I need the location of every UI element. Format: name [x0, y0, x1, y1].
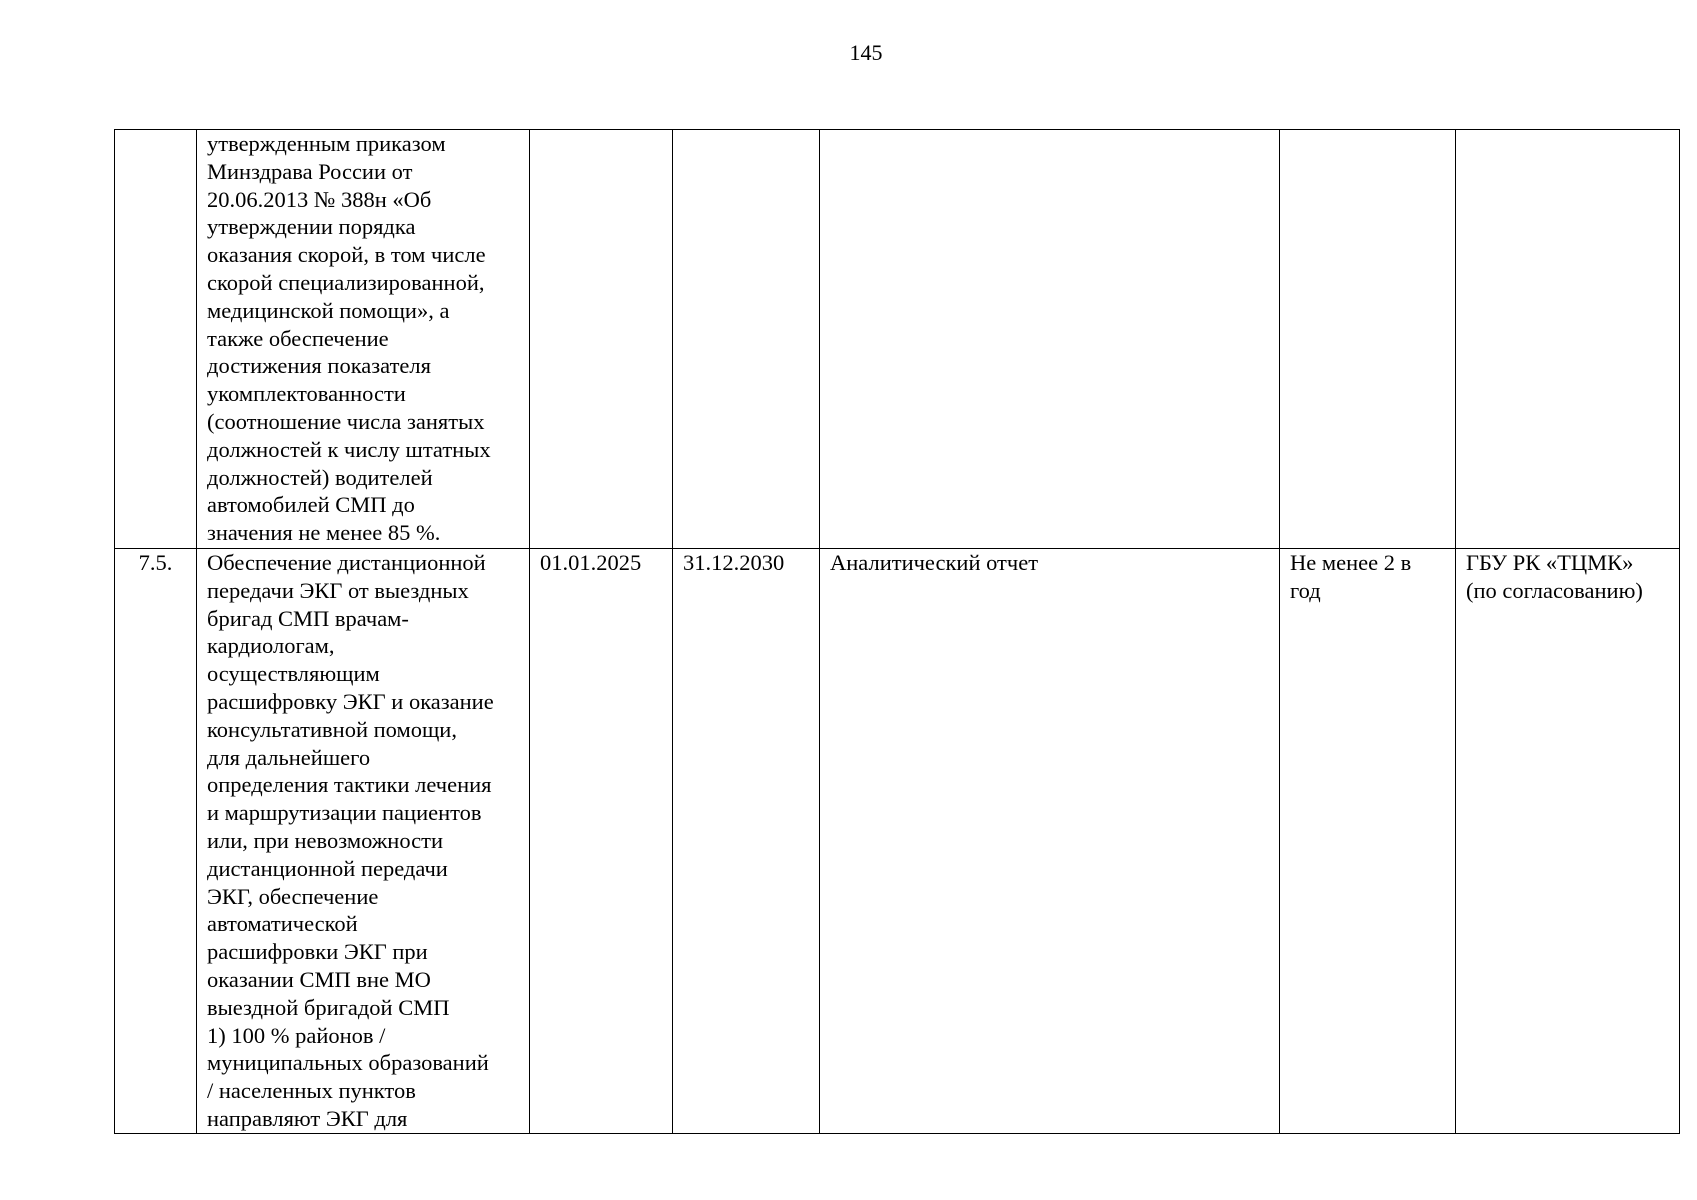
cell-number: 7.5. — [115, 549, 197, 1134]
table-row — [115, 549, 1680, 1134]
cell-number — [115, 130, 197, 549]
cell-result: Аналитический отчет — [820, 549, 1280, 1134]
cell-end-date: 31.12.2030 — [673, 549, 820, 1134]
cell-start-date: 01.01.2025 — [530, 549, 673, 1134]
cell-measure-name: утвержденным приказом Минздрава России от 20.06.2013 № 388н «Об утверждении порядка оказания скорой, в том числе скорой специализированной, медицинской помощи», а также обеспечение достижения показателя укомплектованности (соотношение числа занятых должностей к числу штатных должностей) водителей автомобилей СМП до значения не менее 85 %. — [197, 130, 530, 549]
cell-frequency — [1280, 130, 1456, 549]
page-number: 145 — [849, 40, 883, 65]
cell-responsible: ГБУ РК «ТЦМК» (по согласованию) — [1456, 549, 1680, 1134]
cell-responsible — [1456, 130, 1680, 549]
cell-measure-name: Обеспечение дистанционной передачи ЭКГ от выездных бригад СМП врачам- кардиологам, осуществляющим расшифровку ЭКГ и оказание консультативной помощи, для дальнейшего определения тактики лечения и маршрутизации пациентов или, при невозможности дистанционной передачи ЭКГ, обеспечение автоматической расшифровки ЭКГ при оказании СМП вне МО выездной бригадой СМП 1) 100 % районов / муниципальных образований / населенных пунктов направляют ЭКГ для — [197, 549, 530, 1134]
cell-result — [820, 130, 1280, 549]
cell-end-date — [673, 130, 820, 549]
measures-table — [114, 129, 1680, 1134]
cell-frequency: Не менее 2 в год — [1280, 549, 1456, 1134]
table-row — [115, 130, 1680, 549]
cell-start-date — [530, 130, 673, 549]
